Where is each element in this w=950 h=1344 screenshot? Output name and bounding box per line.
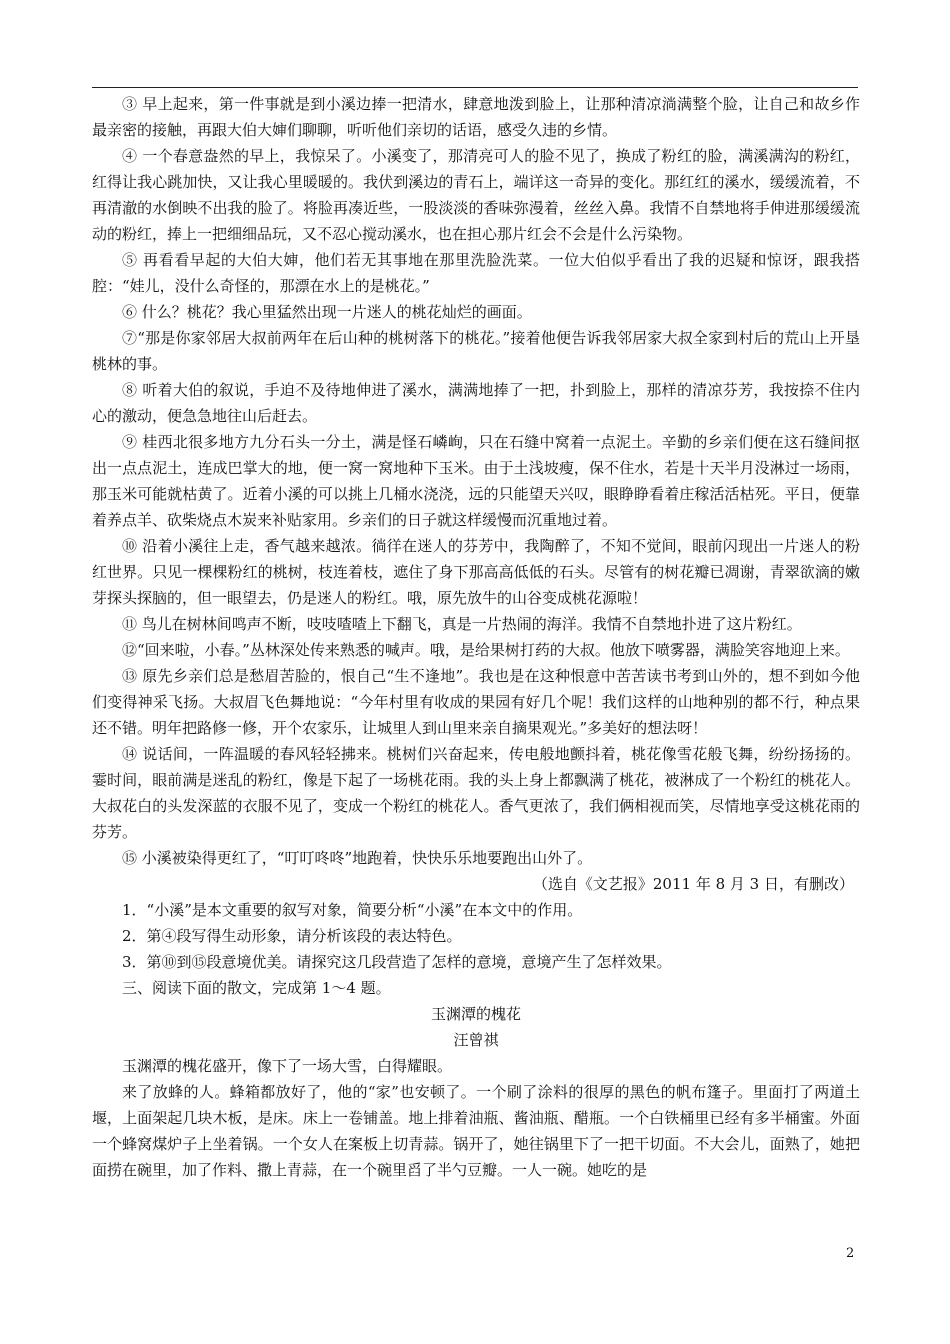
paragraph-6: ⑥ 什么？桃花？我心里猛然出现一片迷人的桃花灿烂的画面。 [122,303,532,321]
essay-paragraph-1: 玉渊潭的槐花盛开，像下了一场大雪，白得耀眼。 [122,1057,453,1075]
paragraph-10: ⑩ 沿着小溪往上走，香气越来越浓。徜徉在迷人的芬芳中，我陶醉了，不知不觉间，眼前闪现出一片迷人的粉红世界。只见一棵棵粉红的桃树，枝连着枝，遮住了身下那高高低低的石头。尽管有的树花瓣已凋谢，青翠欲滴的嫩芽探头探脑的，但一眼望去，仍是迷人的粉红。哦，原先放牛的山谷变成桃花源啦！ [92,537,860,607]
question-2: 2．第④段写得生动形象，请分析该段的表达特色。 [122,927,462,945]
paragraph-13: ⑬ 原先乡亲们总是愁眉苦脸的，恨自己“生不逢地”。我也是在这种恨意中苦苦读书考到山外的，想不到如今他们变得神采飞扬。大叔眉飞色舞地说：“今年村里有收成的果园有好几个呢！我们这样的山地种别的都不行，种点果还不错。明年把路修一修，开个农家乐，让城里人到山里来亲自摘果观光。”多美好的想法呀！ [92,667,860,737]
essay-title: 玉渊潭的槐花 [430,1005,521,1023]
essay-paragraph-2: 来了放蜂的人。蜂箱都放好了，他的“家”也安顿了。一个刷了涂料的很厚的黑色的帆布篷子。里面打了两道土堰，上面架起几块木板，是床。床上一卷铺盖。地上排着油瓶、酱油瓶、醋瓶。一个白铁桶里已经有多半桶蜜。外面一个蜂窝煤炉子上坐着锅。一个女人在案板上切青蒜。锅开了，她往锅里下了一把干切面。不大会儿，面熟了，她把面捞在碗里，加了作料、撒上青蒜，在一个碗里舀了半勺豆瓣。一人一碗。她吃的是 [92,1083,860,1179]
question-1: 1．“小溪”是本文重要的叙写对象，简要分析“小溪”在本文中的作用。 [122,901,583,919]
page-number: 2 [846,1246,855,1261]
section-three-heading: 三、阅读下面的散文，完成第 1～4 题。 [122,979,391,997]
paragraph-15: ⑮ 小溪被染得更红了，“叮叮咚咚”地跑着，快快乐乐地要跑出山外了。 [122,849,593,867]
essay-author: 汪曾祺 [453,1031,499,1049]
paragraph-5: ⑤ 再看看早起的大伯大婶，他们若无其事地在那里洗脸洗菜。一位大伯似乎看出了我的迟疑和惊讶，跟我搭腔：“娃儿，没什么奇怪的，那漂在水上的是桃花。” [92,251,860,295]
source-citation: （选自《文艺报》2011 年 8 月 3 日，有删改） [532,875,854,893]
header-rule [92,87,858,88]
paragraph-12: ⑫“回来啦，小春。”丛林深处传来熟悉的喊声。哦，是给果树打药的大叔。他放下喷雾器，满脸笑容地迎上来。 [122,641,850,659]
paragraph-11: ⑪ 鸟儿在树林间鸣声不断，吱吱喳喳上下翻飞，真是一片热闹的海洋。我情不自禁地扑进了这片粉红。 [122,615,802,633]
paragraph-8: ⑧ 听着大伯的叙说，手迫不及待地伸进了溪水，满满地捧了一把，扑到脸上，那样的清凉芬芳，我按捺不住内心的激动，便急急地往山后赶去。 [92,381,860,425]
document-body [92,91,860,1183]
paragraph-7: ⑦“那是你家邻居大叔前两年在后山种的桃树落下的桃花。”接着他便告诉我邻居家大叔全家到村后的荒山上开垦桃林的事。 [92,329,860,373]
question-3: 3．第⑩到⑮段意境优美。请探究这几段营造了怎样的意境，意境产生了怎样效果。 [122,953,672,971]
paragraph-9: ⑨ 桂西北很多地方九分石头一分土，满是怪石嶙峋，只在石缝中窝着一点泥土。辛勤的乡亲们便在这石缝间抠出一点点泥土，连成巴掌大的地，便一窝一窝地种下玉米。由于土浅坡瘦，保不住水，若是十天半月没淋过一场雨，那玉米可能就枯黄了。近着小溪的可以挑上几桶水浇浇，远的只能望天兴叹，眼睁睁看着庄稼活活枯死。平日，便靠着养点羊、砍柴烧点木炭来补贴家用。乡亲们的日子就这样缓慢而沉重地过着。 [92,433,860,529]
paragraph-4: ④ 一个春意盎然的早上，我惊呆了。小溪变了，那清亮可人的脸不见了，换成了粉红的脸，满溪满沟的粉红，红得让我心跳加快，又让我心里暖暖的。我伏到溪边的青石上，端详这一奇异的变化。那红红的溪水，缓缓流着，不再清澈的水倒映不出我的脸了。将脸再凑近些，一股淡淡的香味弥漫着，丝丝入鼻。我情不自禁地将手伸进那缓缓流动的粉红，捧上一把细细品玩，又不忍心搅动溪水，也在担心那片红会不会是什么污染物。 [92,147,860,243]
paragraph-14: ⑭ 说话间，一阵温暖的春风轻轻拂来。桃树们兴奋起来，传电般地颤抖着，桃花像雪花般飞舞，纷纷扬扬的。霎时间，眼前满是迷乱的粉红，像是下起了一场桃花雨。我的头上身上都飘满了桃花，被淋成了一个粉红的桃花人。大叔花白的头发深蓝的衣服不见了，变成一个粉红的桃花人。香气更浓了，我们俩相视而笑，尽情地享受这桃花雨的芬芳。 [92,745,860,841]
paragraph-3: ③ 早上起来，第一件事就是到小溪边捧一把清水，肆意地泼到脸上，让那种清凉淌满整个脸，让自己和故乡作最亲密的接触，再跟大伯大婶们聊聊，听听他们亲切的话语，感受久违的乡情。 [92,95,860,139]
